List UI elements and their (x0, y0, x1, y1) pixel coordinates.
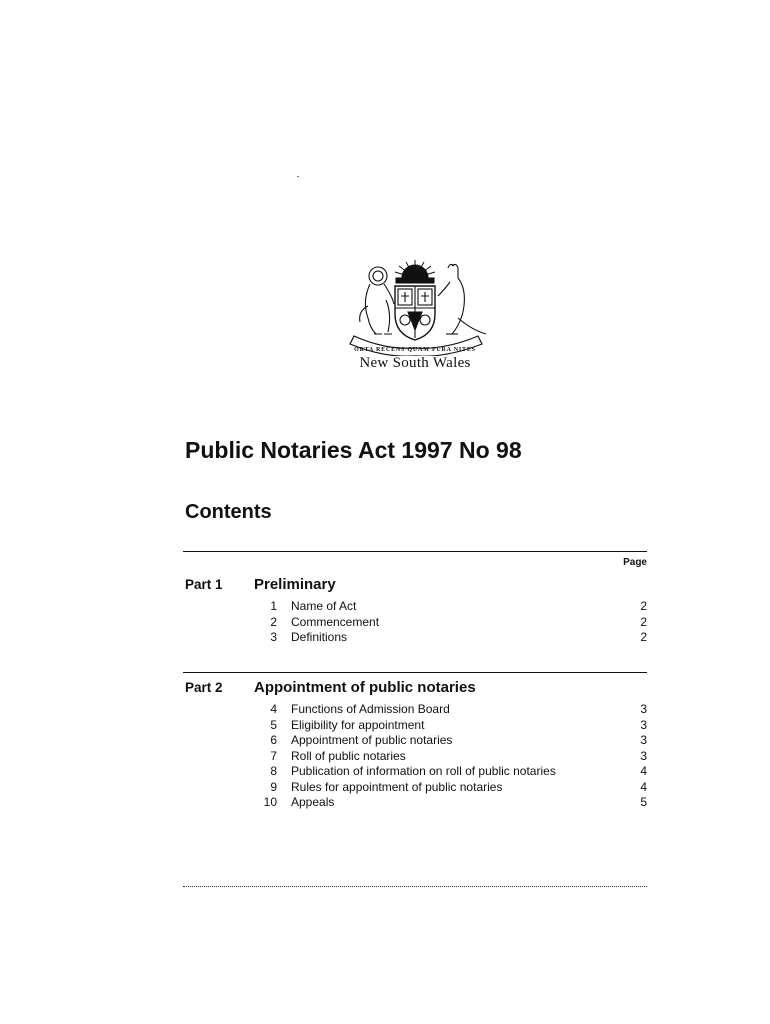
part-title: Preliminary (254, 576, 336, 593)
section-title: Definitions (291, 630, 348, 644)
section-number: 3 (270, 630, 277, 644)
section-page: 3 (640, 733, 647, 747)
toc-entry[interactable] (185, 780, 647, 796)
toc-section-list (185, 599, 647, 646)
section-number: 2 (270, 614, 277, 629)
section-page: 3 (640, 748, 647, 763)
section-title: Functions of Admission Board (291, 702, 450, 716)
section-number: 4 (270, 702, 277, 716)
section-title: Appeals (291, 795, 335, 809)
section-number: 5 (270, 717, 277, 732)
part-divider-rule (183, 672, 647, 673)
section-title: Publication of information on roll of public notaries (291, 764, 556, 778)
section-page: 5 (640, 795, 647, 809)
section-number: 1 (270, 599, 277, 613)
section-page: 2 (640, 614, 647, 629)
section-number: 10 (263, 795, 277, 809)
section-title: Roll of public notaries (291, 748, 406, 763)
toc-entry[interactable] (185, 733, 647, 749)
contents-heading: Contents (185, 501, 272, 523)
section-title: Eligibility for appointment (291, 717, 425, 732)
page-column-label: Page (623, 557, 647, 568)
section-page: 2 (640, 630, 647, 644)
part-title: Appointment of public notaries (254, 679, 476, 696)
crest-motto: ORTA RECENS QUAM PURA NITES (354, 347, 476, 353)
toc-entry[interactable] (185, 599, 647, 615)
toc-entry[interactable] (185, 718, 647, 734)
section-number: 7 (270, 748, 277, 763)
toc-entry[interactable] (185, 630, 647, 646)
scan-speck (297, 176, 299, 177)
section-number: 9 (270, 779, 277, 794)
section-page: 2 (640, 599, 647, 613)
section-number: 6 (270, 733, 277, 747)
part-label: Part 2 (185, 680, 223, 695)
toc-entry[interactable] (185, 795, 647, 811)
toc-entry[interactable] (185, 749, 647, 765)
toc-part-1 (185, 577, 647, 646)
contents-top-rule (183, 551, 647, 552)
toc-part-2 (185, 680, 647, 811)
section-title: Commencement (291, 614, 380, 629)
section-title: Rules for appointment of public notaries (291, 779, 503, 794)
section-page: 3 (640, 702, 647, 716)
part-label: Part 1 (185, 577, 223, 592)
nsw-coat-of-arms-icon (340, 256, 490, 356)
section-page: 4 (640, 779, 647, 794)
state-name: New South Wales (359, 355, 471, 371)
section-number: 8 (270, 764, 277, 778)
toc-section-list (185, 702, 647, 811)
toc-entry[interactable] (185, 764, 647, 780)
toc-entry[interactable] (185, 702, 647, 718)
section-title: Appointment of public notaries (291, 733, 453, 747)
footer-dotted-rule (183, 886, 647, 887)
section-title: Name of Act (291, 599, 357, 613)
toc-entry[interactable] (185, 615, 647, 631)
section-page: 4 (640, 764, 647, 778)
document-title: Public Notaries Act 1997 No 98 (185, 437, 522, 463)
section-page: 3 (640, 717, 647, 732)
